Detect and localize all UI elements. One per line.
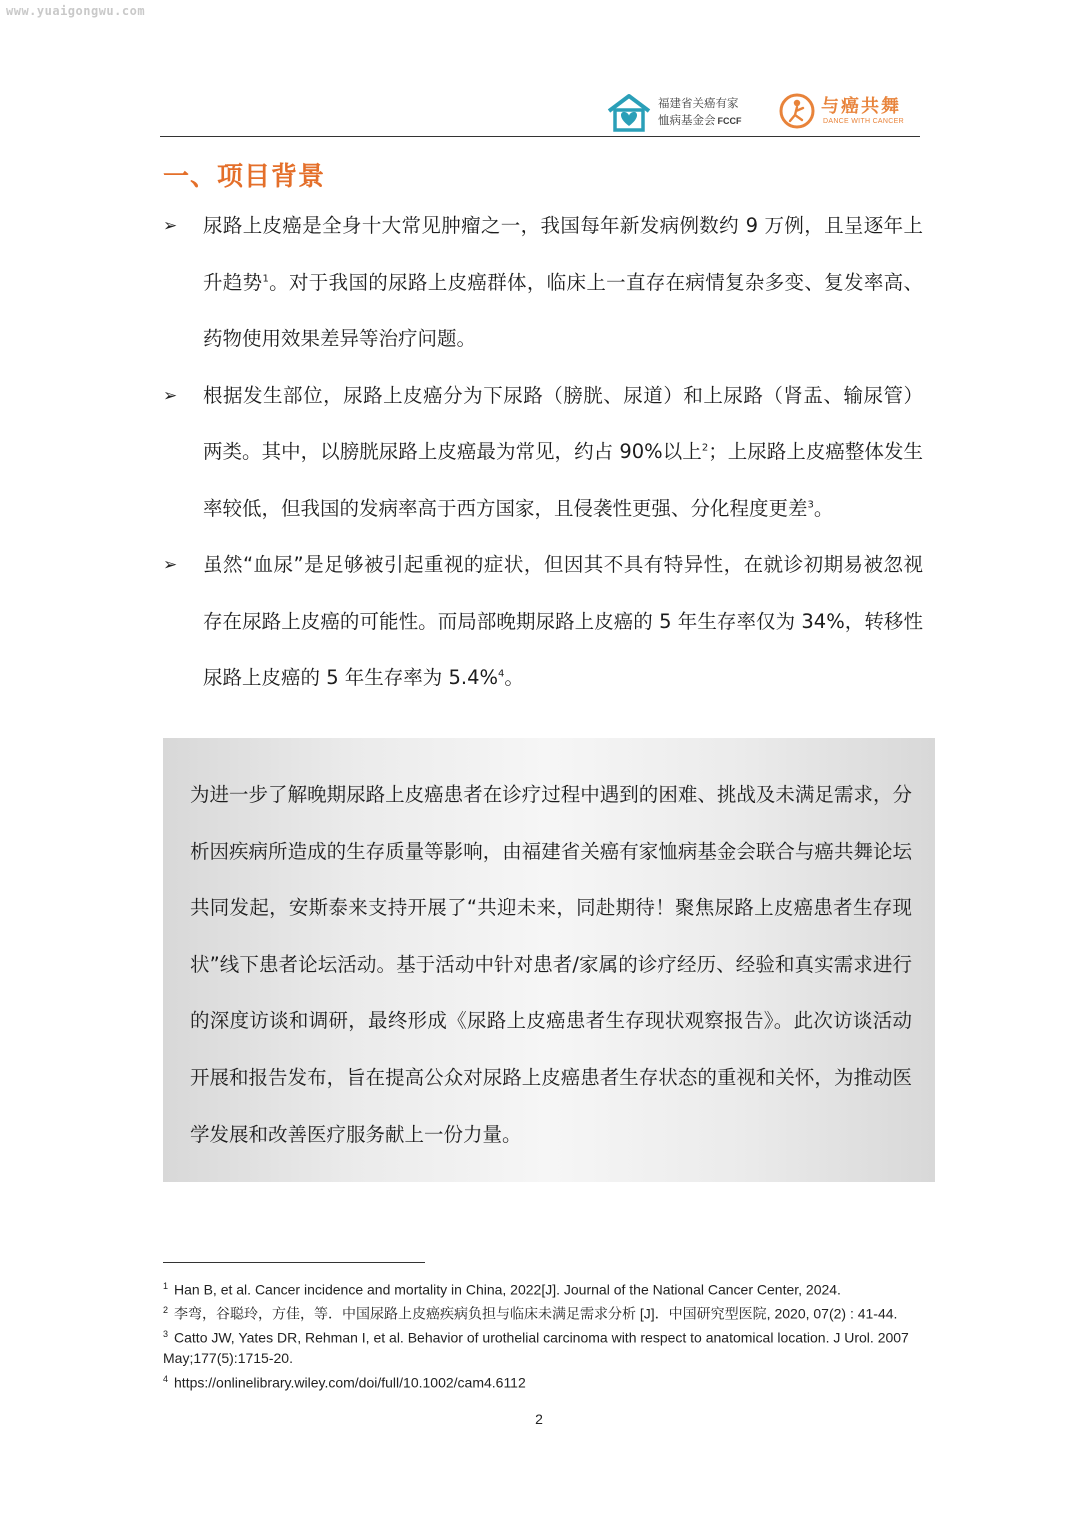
house-heart-icon <box>606 93 652 133</box>
footnote-ref: 2 <box>701 442 709 454</box>
background-bullets <box>163 198 923 707</box>
fccf-line2 <box>658 112 742 130</box>
bullet-text-tail: 。对于我国的尿路上皮癌群体，临床上一直存在病情复杂多变、复发率高、药物使用效果差异等治疗问题。 <box>203 270 923 350</box>
bullet-text-tail: 。 <box>813 496 834 520</box>
fccf-abbr: FCCF <box>717 116 742 126</box>
footnote-ref: 1 <box>262 273 269 284</box>
footnote-ref: 3 <box>807 499 814 510</box>
section-title: 一、项目背景 <box>163 162 326 192</box>
header-divider <box>160 136 920 137</box>
footnote-number: 2 <box>163 1305 169 1316</box>
watermark: www.yuaigongwu.com <box>6 4 146 18</box>
bullet-item <box>163 537 923 707</box>
footnote-text: 李弯，谷聪玲，方佳，等．中国尿路上皮癌疾病负担与临床未满足需求分析 [J]．中国研究型医院, 2020, 07(2) : 41-44. <box>174 1305 898 1322</box>
footnote-item <box>163 1369 918 1393</box>
dwc-name-en: DANCE WITH CANCER <box>823 118 904 125</box>
footnotes <box>163 1276 918 1393</box>
dance-with-cancer-logo <box>778 92 918 132</box>
footnote-number: 3 <box>163 1329 169 1340</box>
fccf-logo <box>606 93 756 133</box>
fccf-line2-cn: 恤病基金会 <box>658 113 716 127</box>
footnote-item <box>163 1276 918 1300</box>
dwc-name-cn: 与癌共舞 <box>821 96 901 117</box>
arrowhead-bullet-icon: ➢ <box>163 216 178 236</box>
bullet-item <box>163 198 923 368</box>
page-number: 2 <box>535 1411 543 1427</box>
callout-box <box>163 738 935 1182</box>
footnote-item <box>163 1300 918 1324</box>
footnote-text: Han B, et al. Cancer incidence and mortality in China, 2022[J]. Journal of the National Cancer Center, 2024. <box>174 1281 841 1298</box>
footnote-number: 1 <box>163 1281 169 1291</box>
footnote-link[interactable]: https://onlinelibrary.wiley.com/doi/full/10.1002/cam4.6112 <box>174 1374 526 1391</box>
bullet-text: 尿路上皮癌是全身十大常见肿瘤之一，我国每年新发病例数约 9 万例，且呈逐年上升趋势 <box>203 214 923 294</box>
bullet-text: 根据发生部位，尿路上皮癌分为下尿路（膀胱、尿道）和上尿路（肾盂、输尿管）两类。其中，以膀胱尿路上皮癌最为常见，约占 90%以上 <box>203 383 923 463</box>
footnote-number: 4 <box>163 1373 169 1384</box>
footnote-divider <box>163 1262 425 1263</box>
dancer-circle-icon <box>778 92 816 130</box>
bullet-text-mid: ；上尿路上皮癌整体发生率较低，但我国的发病率高于西方国家，且侵袭性更强、分化程度更差 <box>203 440 923 520</box>
arrowhead-bullet-icon: ➢ <box>163 385 178 406</box>
footnote-ref: 4 <box>498 668 505 680</box>
arrowhead-bullet-icon: ➢ <box>163 555 178 575</box>
bullet-text: 虽然“血尿”是足够被引起重视的症状，但因其不具有特异性，在就诊初期易被忽视存在尿路上皮癌的可能性。而局部晚期尿路上皮癌的 5 年生存率仅为 34%，转移性尿路上皮癌的 5 年生存率为 5.4% <box>203 553 923 689</box>
callout-text: 为进一步了解晚期尿路上皮癌患者在诊疗过程中遇到的困难、挑战及未满足需求，分析因疾病所造成的生存质量等影响，由福建省关癌有家恤病基金会联合与癌共舞论坛共同发起，安斯泰来支持开展了“共迎未来，同赴期待！聚焦尿路上皮癌患者生存现状”线下患者论坛活动。基于活动中针对患者/家属的诊疗经历、经验和真实需求进行的深度访谈和调研，最终形成《尿路上皮癌患者生存现状观察报告》。此次访谈活动开展和报告发布，旨在提高公众对尿路上皮癌患者生存状态的重视和关怀，为推动医学发展和改善医疗服务献上一份力量。 <box>190 783 912 1146</box>
bullet-text-tail: 。 <box>504 666 524 689</box>
fccf-line1: 福建省关癌有家 <box>658 96 739 110</box>
footnote-text: Catto JW, Yates DR, Rehman I, et al. Behavior of urothelial carcinoma with respect to anatomical location. J Urol. 2007 May;177(5):1715-20. <box>163 1329 909 1367</box>
fccf-logo-text <box>658 95 742 130</box>
footnote-item <box>163 1324 918 1368</box>
bullet-item <box>163 368 923 538</box>
